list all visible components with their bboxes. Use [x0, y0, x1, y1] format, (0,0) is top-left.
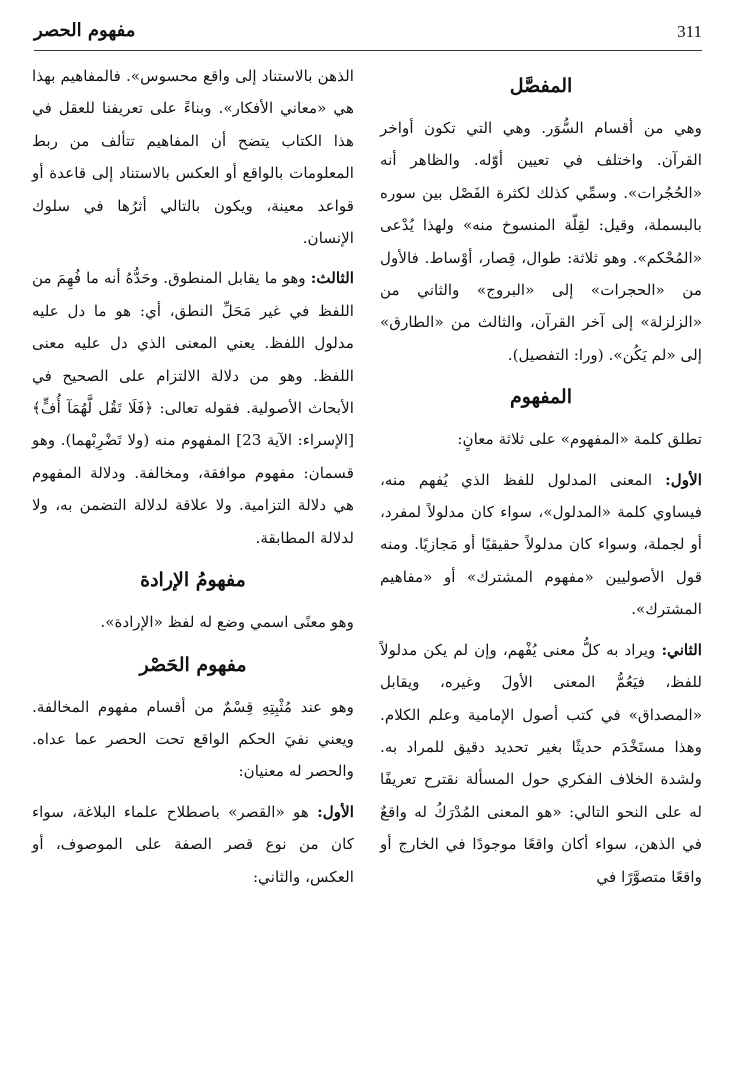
paragraph-text: الذهن بالاستناد إلى واقع محسوس». فالمفاهيم بهذا هي «معاني الأفكار». وبناءً على تعريفنا للعقل في هذا الكتاب يتضح أن المفاهيم تتألف من ربط المعلومات بالواقع أو العكس بالاستناد إلى قاعدة أو قواعد معينة، ويكون بالتالي أثرُها في سلوك الإنسان.: [32, 67, 354, 248]
section-heading: مفهومُ الإرادة: [140, 569, 246, 592]
section-heading: المفهوم: [509, 386, 572, 409]
paragraph-lead: الثاني:: [661, 640, 702, 659]
paragraph: [380, 423, 702, 455]
section-heading: مفهوم الحَصْر: [139, 653, 247, 676]
paragraph: [380, 464, 702, 626]
paragraph: [380, 112, 702, 371]
running-title: مفهوم الحصر: [34, 20, 136, 41]
paragraph-text: المعنى المدلول للفظ الذي يُفهم منه، فيساوي كلمة «المدلول»، سواء كان مدلولاً لمفرد، أو لجملة، وسواء كان مدلولاً حقيقيًا أو مَجازيًا. ومنه قول الأصوليين «مفهوم المشترك» أو «مفاهيم المشترك».: [380, 470, 702, 619]
paragraph: [32, 606, 354, 638]
paragraph-text: وهو عند مُثْبِتِهِ قِسْمٌ من أقسام مفهوم المخالفة. ويعني نفيَ الحكم الواقع تحت الحصر عما عداه. والحصر له معنيان:: [32, 697, 354, 781]
paragraph-text: تطلق كلمة «المفهوم» على ثلاثة معانٍ:: [457, 430, 702, 449]
right-column: [380, 60, 702, 893]
paragraph-text: ويراد به كلُّ معنى يُفْهم، وإن لم يكن مدلولاً للفظ، فيَعُمُّ المعنى الأولَ وغيره، ويقابل «المصداق» في كتب أصول الإمامية وعلم الكلام. وهذا مستَخْدَم حديثًا بغير تحديد دقيق للمراد به. ولشدة الخلاف الفكري حول المسألة نقترح تعريفًا له على النحو التالي: «هو المعنى المُدْرَكُ له واقعٌ في الذهن، سواء أكان واقعًا موجودًا في الخارج أو واقعًا متصوَّرًا في: [380, 640, 702, 886]
left-column: [32, 60, 354, 893]
paragraph-text: هو «القصر» باصطلاح علماء البلاغة، سواء كان من نوع قصر الصفة على الموصوف، أو العكس، والثاني:: [32, 802, 354, 886]
paragraph-lead: الأول:: [317, 802, 354, 821]
paragraph-lead: الأول:: [665, 470, 703, 489]
paragraph: [32, 796, 354, 893]
paragraph-text: وهي من أقسام السُّوَر. وهي التي تكون أواخر القرآن. واختلف في تعيين أوّله. والظاهر أنه «الحُجُرات». وسمِّي كذلك لكثرة الفَصْل بين سوره بالبسملة، وقيل: لقِلّة المنسوخ منه» ولهذا يُدْعى «المُحْكم». وهو ثلاثة: طوال، قِصار، أوْساط. فالأول من «الحجرات» إلى «البروج» والثاني من «الزلزلة» إلى آخر القرآن، والثالث من «الطارق» إلى «لم يَكُن». (ورا: التفصيل).: [380, 119, 702, 364]
paragraph-lead: الثالث:: [310, 269, 354, 288]
paragraph: [32, 60, 354, 254]
page-number: 311: [677, 22, 702, 41]
page-header: [34, 16, 702, 51]
paragraph: [32, 262, 354, 554]
paragraph-text: وهو ما يقابل المنطوق. وحَدُّهُ أنه ما فُهِمَ من اللفظ في غير مَحَلِّ النطق، أي: هو ما دل عليه مدلول اللفظ. يعني المعنى الذي دل عليه معنى اللفظ. وهو من دلالة الالتزام على الصحيح في الأبحاث الأصولية. فقوله تعالى: ﴿فَلَا تَقُل لَّهُمَآ أُفٍّ﴾ [الإسراء: الآية 23] المفهوم منه (ولا تَضْرِبْهما). وهو قسمان: مفهوم موافقة، ومخالفة. ودلالة المفهوم هي دلالة التزامية. ولا علاقة لدلالة التضمن به، ولا لدلالة المطابقة.: [32, 269, 355, 547]
paragraph: [380, 634, 702, 893]
section-heading: المفصَّل: [509, 75, 573, 97]
paragraph-text: وهو معنًى اسمي وضع له لفظ «الإرادة».: [100, 613, 354, 632]
paragraph: [32, 691, 354, 788]
